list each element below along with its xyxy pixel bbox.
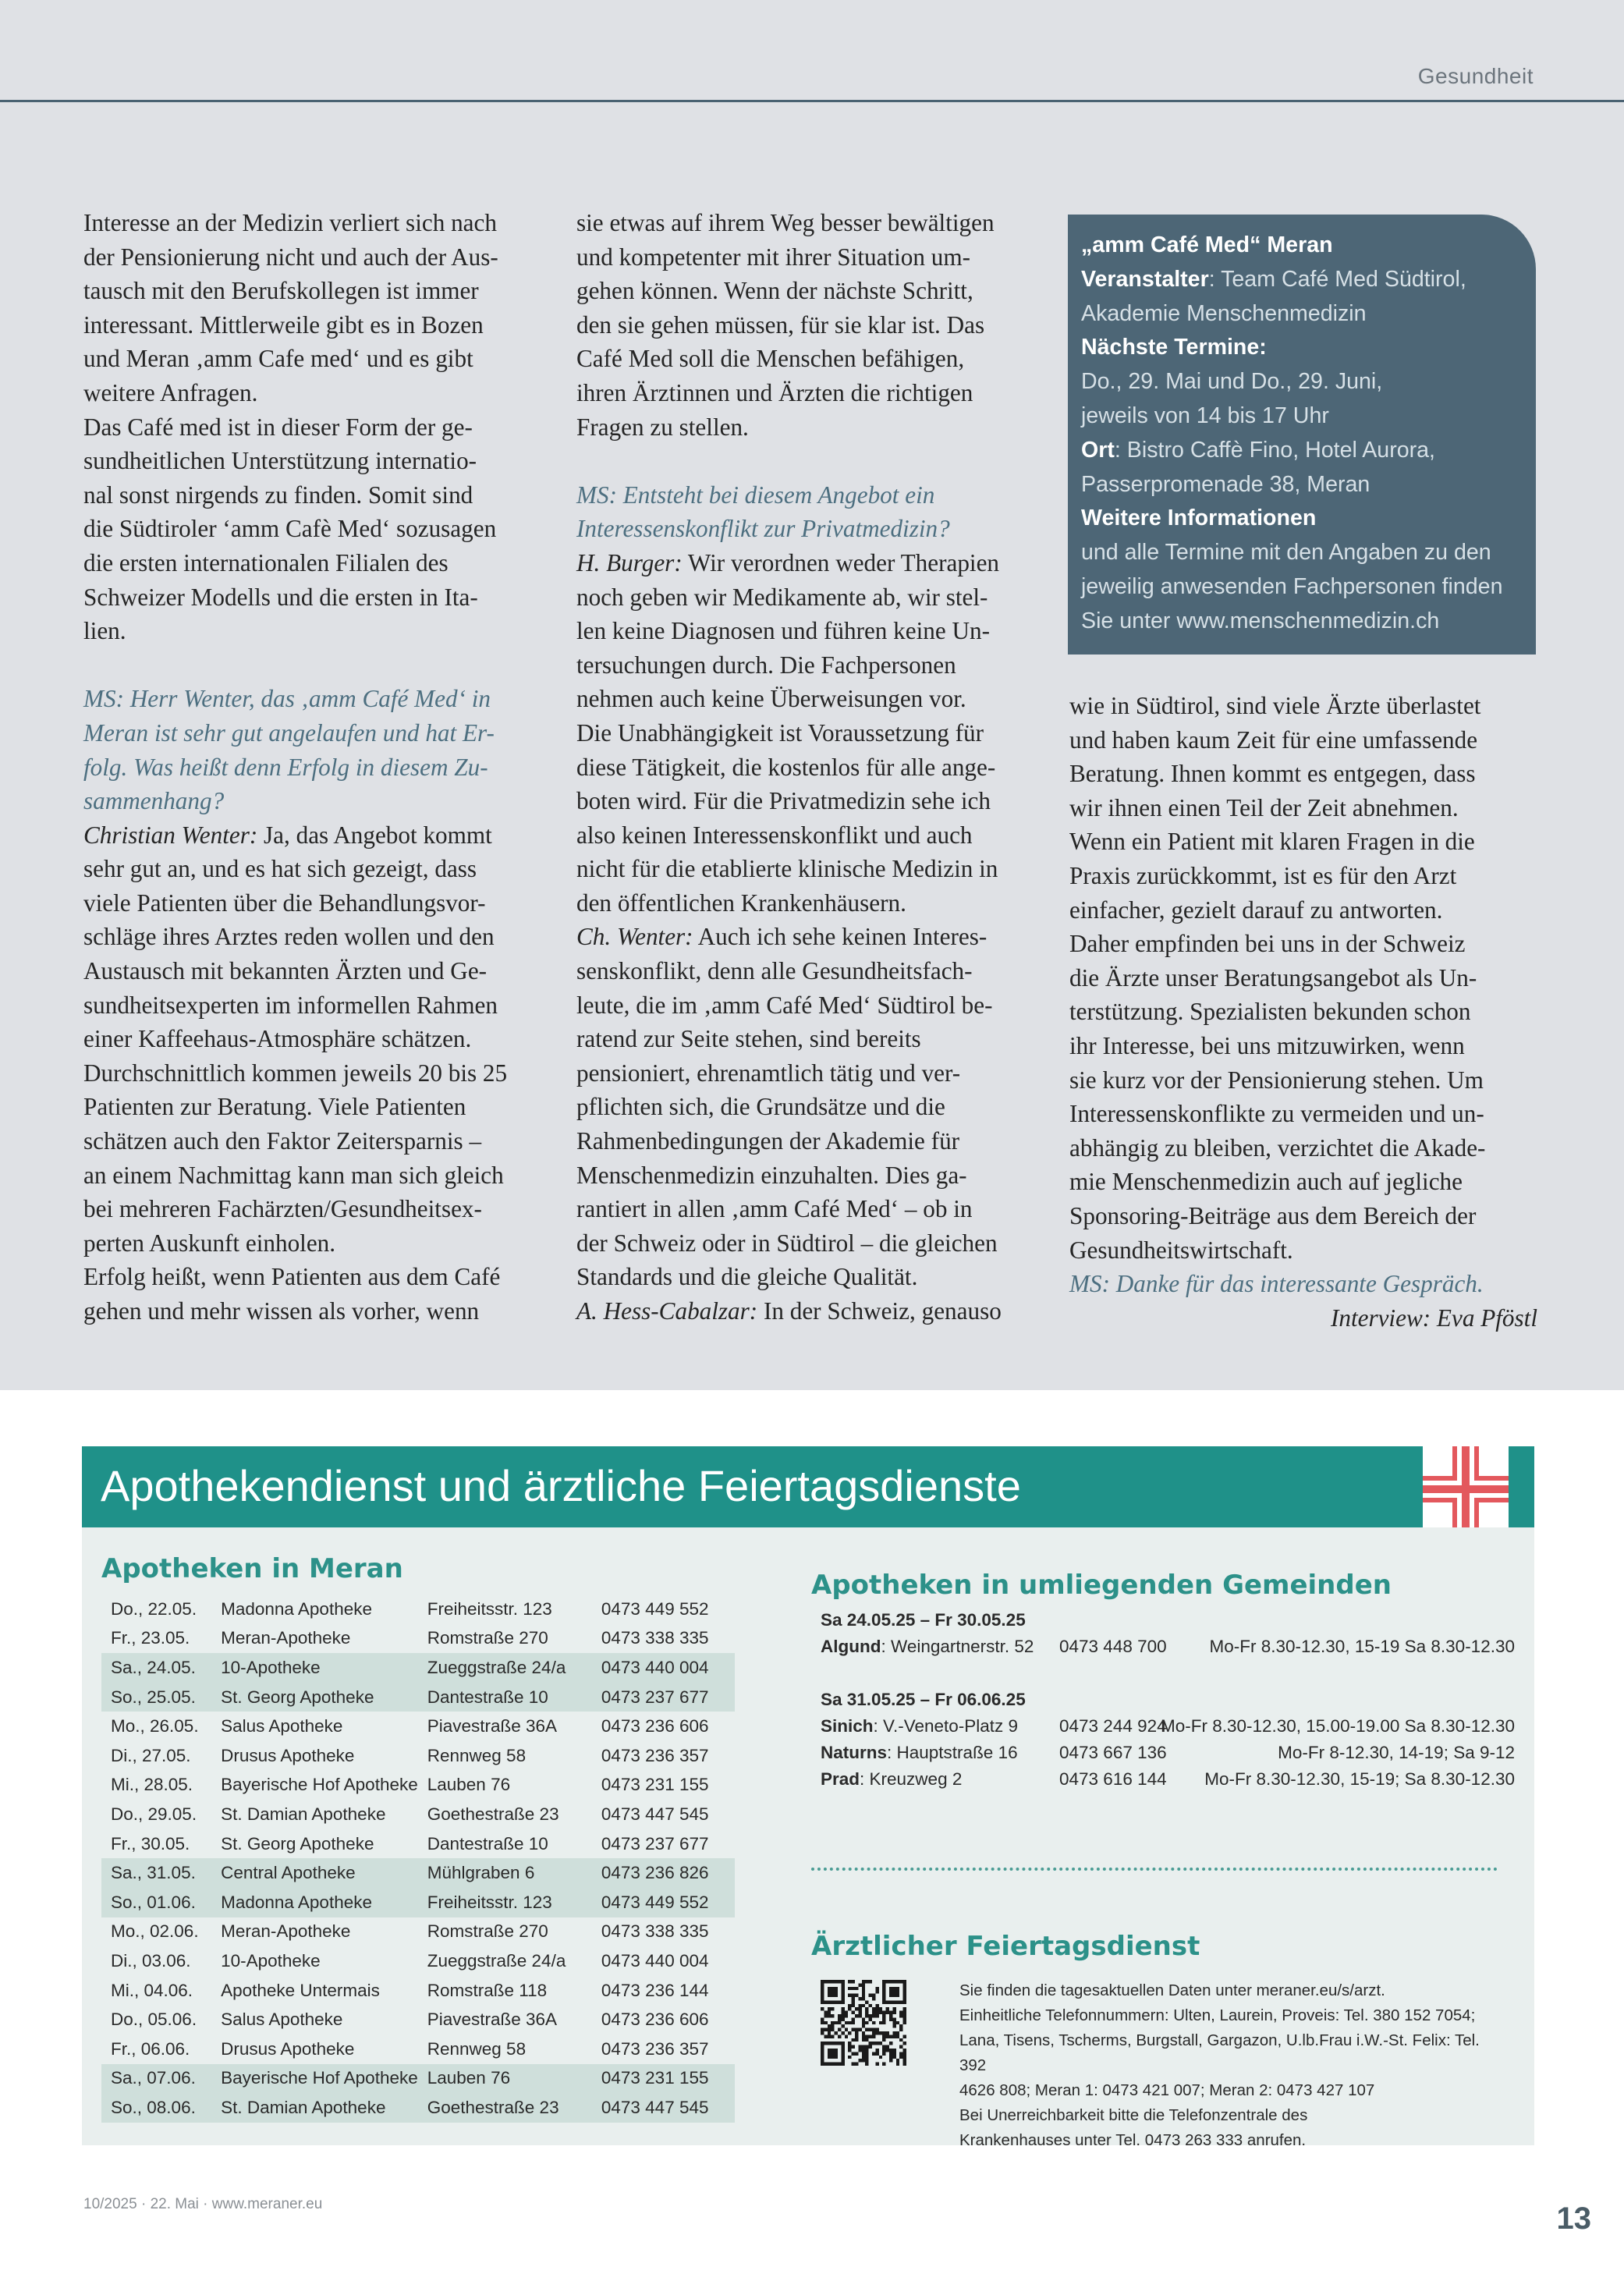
- pharmacy-cell: St. Damian Apotheke: [211, 2093, 418, 2123]
- address-cell: Piavestraße 36A: [427, 1716, 558, 1736]
- text-line: gehen und mehr wissen als vorher, wenn: [83, 1297, 480, 1325]
- text-line: ratend zur Seite stehen, sind bereits: [576, 1025, 921, 1053]
- qr-code[interactable]: [821, 1980, 906, 2066]
- phone-cell: 0473 449 552: [592, 1888, 735, 1917]
- date-cell: Sa., 24.05.: [101, 1653, 211, 1683]
- pharmacy-cell: St. Georg Apotheke: [221, 1833, 374, 1854]
- text-line: Rahmenbedingungen der Akademie für: [576, 1127, 960, 1155]
- text-line: Bei Unerreichbarkeit bitte die Telefonzentrale des: [959, 2106, 1308, 2124]
- meran-heading: Apotheken in Meran: [101, 1553, 403, 1584]
- text-line: perten Auskunft einholen.: [83, 1229, 336, 1257]
- answer: [83, 852, 548, 1328]
- address-cell: Zueggstraße 24/a: [418, 1653, 592, 1683]
- text-line: Erfolg heißt, wenn Patienten aus dem Café: [83, 1263, 501, 1291]
- text-line: Standards und die gleiche Qualität.: [576, 1263, 918, 1291]
- text-line: Praxis zurückkommt, ist es für den Arzt: [1069, 861, 1457, 889]
- text-line: senskonflikt, denn alle Gesundheitsfach-: [576, 957, 973, 985]
- speaker-name: H. Burger:: [576, 548, 683, 576]
- text-line: MS: Herr Wenter, das ‚amm Café Med‘ in: [83, 685, 491, 713]
- text-line: boten wird. Für die Privatmedizin sehe ich: [576, 787, 991, 815]
- phone-cell: 0473 236 826: [592, 1858, 735, 1888]
- address-cell: Goethestraße 23: [427, 1804, 559, 1824]
- phone-cell: 0473 447 545: [601, 1804, 709, 1824]
- date-cell: Do., 05.06.: [111, 2010, 197, 2030]
- phone-cell: 0473 231 155: [601, 1775, 709, 1795]
- text-line: Interessenskonflikt zur Privatmedizin?: [576, 515, 950, 543]
- text-line: der Schweiz oder in Südtirol – die gleichen: [576, 1229, 998, 1257]
- closing-question: MS: Danke für das interessante Gespräch.: [1069, 1270, 1484, 1298]
- address-cell: Lauben 76: [427, 1775, 511, 1795]
- text-line: Meran ist sehr gut angelaufen und hat Er-: [83, 718, 495, 747]
- table-row: [101, 1771, 735, 1800]
- date-cell: So., 08.06.: [101, 2093, 211, 2123]
- period-label: Sa 31.05.25 – Fr 06.06.25: [821, 1690, 1026, 1709]
- table-row: [101, 1946, 735, 1976]
- text-line: schläge ihres Arztes reden wollen und den: [83, 923, 495, 951]
- phone-cell: 0473 236 357: [601, 1745, 709, 1765]
- address-cell: Rennweg 58: [427, 2038, 527, 2059]
- text-line: sehr gut an, und es hat sich gezeigt, dass: [83, 855, 477, 883]
- text-line: einer Kaffeehaus-Atmosphäre schätzen.: [83, 1025, 472, 1053]
- signature: Interview: Eva Pföstl: [1330, 1304, 1537, 1332]
- phone-cell: 0473 440 004: [601, 1950, 709, 1971]
- address-cell: Piavestraße 36A: [427, 2010, 558, 2030]
- address-cell: Romstraße 270: [427, 1921, 548, 1942]
- text-line: wie in Südtirol, sind viele Ärzte überlastet: [1069, 692, 1481, 719]
- date-cell: Sa., 07.06.: [101, 2064, 211, 2094]
- table-row: [101, 1858, 735, 1888]
- phone-cell: 0473 237 677: [601, 1833, 709, 1854]
- pharmacy-cell: 10-Apotheke: [211, 1653, 418, 1683]
- table-row: [101, 2005, 735, 2034]
- table-row: [101, 1888, 735, 1917]
- text-line: die Südtiroler ‘amm Cafè Med‘ sozusagen: [83, 515, 497, 543]
- text-line: Patienten zur Beratung. Viele Patienten: [83, 1093, 466, 1121]
- pharmacy-cell: Drusus Apotheke: [221, 1745, 355, 1765]
- text-line: Einheitliche Telefonnummern: Ulten, Laurein, Proveis: Tel. 380 152 7054;: [959, 2006, 1476, 2024]
- text-line: Die Unabhängigkeit ist Voraussetzung für: [576, 718, 984, 747]
- text-line: sammenhang?: [83, 787, 225, 815]
- page-number: 13: [1556, 2201, 1591, 2236]
- pharmacy-cell: Salus Apotheke: [221, 1716, 343, 1736]
- text-line: und haben kaum Zeit für eine umfassende: [1069, 725, 1478, 754]
- pharmacy-cell: St. Georg Apotheke: [211, 1683, 418, 1712]
- text-line: tausch mit den Berufskollegen ist immer: [83, 277, 479, 305]
- text-line: Schweizer Modells und die ersten in Ita-: [83, 583, 478, 611]
- text-line: pflichten sich, die Grundsätze und die: [576, 1093, 945, 1121]
- table-row: [101, 2034, 735, 2064]
- text-line: Fragen zu stellen.: [576, 413, 749, 441]
- phone-cell: 0473 447 545: [592, 2093, 735, 2123]
- list-item: Algund: Weingartnerstr. 52 0473 448 700 Mo-Fr 8.30-12.30, 15-19 Sa 8.30-12.30: [821, 1637, 1515, 1656]
- article-column-1: [83, 206, 548, 1329]
- text-line: Sponsoring-Beiträge aus dem Bereich der: [1069, 1201, 1477, 1229]
- text-line: einfacher, gezielt darauf zu antworten.: [1069, 896, 1443, 924]
- pharmacy-cell: Madonna Apotheke: [221, 1598, 372, 1619]
- text-line: Durchschnittlich kommen jeweils 20 bis 25: [83, 1059, 508, 1087]
- dotted-divider: [811, 1868, 1498, 1871]
- address-cell: Dantestraße 10: [418, 1683, 592, 1712]
- date-cell: Fr., 23.05.: [111, 1628, 190, 1648]
- answer-line: H. Burger: Wir verordnen weder Therapien: [576, 548, 1000, 576]
- address-cell: Rennweg 58: [427, 1745, 527, 1765]
- text-line: 4626 808; Meran 1: 0473 421 007; Meran 2: 0473 427 107: [959, 2081, 1375, 2099]
- text-line: der Pensionierung nicht und auch der Aus-: [83, 243, 498, 271]
- period-label: Sa 24.05.25 – Fr 30.05.25: [821, 1610, 1026, 1630]
- phone-cell: 0473 237 677: [592, 1683, 735, 1712]
- text-line: Menschenmedizin einzuhalten. Dies ga-: [576, 1161, 967, 1189]
- text-line: und Meran ‚amm Cafe med‘ und es gibt: [83, 345, 473, 373]
- table-row: [101, 1917, 735, 1947]
- date-cell: Sa., 31.05.: [101, 1858, 211, 1888]
- table-row: [101, 1829, 735, 1859]
- text-line: Daher empfinden bei uns in der Schweiz: [1069, 930, 1466, 958]
- text-line: weitere Anfragen.: [83, 378, 258, 406]
- address-cell: Romstraße 270: [427, 1628, 548, 1648]
- text-line: terstützung. Spezialisten bekunden schon: [1069, 998, 1471, 1026]
- pharmacy-cell: Central Apotheke: [211, 1858, 418, 1888]
- date-cell: Mo., 26.05.: [111, 1716, 199, 1736]
- table-row: [101, 1653, 735, 1683]
- text-line: tersuchungen durch. Die Fachpersonen: [576, 651, 956, 679]
- paragraph: [83, 206, 548, 648]
- text-line: Café Med soll die Menschen befähigen,: [576, 345, 965, 373]
- text-line: pensioniert, ehrenamtlich tätig und ver-: [576, 1059, 961, 1087]
- address-cell: Goethestraße 23: [418, 2093, 592, 2123]
- interview-question: [576, 478, 1041, 546]
- date-cell: Fr., 06.06.: [111, 2038, 190, 2059]
- feiertag-notice: [959, 1978, 1505, 2153]
- date-cell: So., 01.06.: [101, 1888, 211, 1917]
- speaker-name: Ch. Wenter:: [576, 923, 693, 951]
- answer-line: A. Hess-Cabalzar: In der Schweiz, genauso: [576, 1297, 1002, 1325]
- pharmacy-cell: Apotheke Untermais: [221, 1980, 380, 2000]
- date-cell: Mi., 28.05.: [111, 1775, 193, 1795]
- text-line: schätzen auch den Faktor Zeitersparnis –: [83, 1127, 482, 1155]
- date-cell: Do., 29.05.: [111, 1804, 197, 1824]
- address-cell: Lauben 76: [418, 2064, 592, 2094]
- table-row: [101, 2064, 735, 2094]
- text-line: und kompetenter mit ihrer Situation um-: [576, 243, 970, 271]
- phone-cell: 0473 236 606: [601, 1716, 709, 1736]
- text-line: die ersten internationalen Filialen des: [83, 548, 449, 576]
- pharmacy-cell: Salus Apotheke: [221, 2010, 343, 2030]
- text-line: len keine Diagnosen und führen keine Un-: [576, 617, 991, 645]
- info-title: „amm Café Med“ Meran: [1081, 232, 1333, 257]
- answer-line: Ch. Wenter: Auch ich sehe keinen Interes-: [576, 923, 988, 951]
- text-line: Beratung. Ihnen kommt es entgegen, dass: [1069, 760, 1476, 788]
- pharmacy-cell: Meran-Apotheke: [221, 1921, 351, 1942]
- pharmacy-cell: Madonna Apotheke: [211, 1888, 418, 1917]
- text-line: den öffentlichen Krankenhäusern.: [576, 889, 906, 917]
- paragraph: [576, 206, 1041, 444]
- text-line: Wenn ein Patient mit klaren Fragen in die: [1069, 828, 1475, 856]
- pharmacy-cell: St. Damian Apotheke: [221, 1804, 386, 1824]
- pharmacy-cell: Meran-Apotheke: [221, 1628, 351, 1648]
- text-line: MS: Entsteht bei diesem Angebot ein: [576, 481, 935, 509]
- text-line: diese Tätigkeit, die kostenlos für alle ange-: [576, 753, 996, 781]
- feiertag-heading: Ärztlicher Feiertagsdienst: [811, 1931, 1200, 1962]
- table-row: [101, 1683, 735, 1712]
- info-link[interactable]: Sie unter www.menschenmedizin.ch: [1081, 608, 1440, 633]
- text-line: Interesse an der Medizin verliert sich nach: [83, 209, 497, 236]
- text-line: nicht für die etablierte klinische Medizin in: [576, 855, 998, 883]
- text-line: Interessenskonflikte zu vermeiden und un-: [1069, 1100, 1484, 1128]
- table-row: [101, 1624, 735, 1654]
- text-line: nal sonst nirgends zu finden. Somit sind: [83, 481, 473, 509]
- phone-cell: 0473 236 606: [601, 2010, 709, 2030]
- text-line: viele Patienten über die Behandlungsvor-: [83, 889, 486, 917]
- date-cell: Mi., 04.06.: [111, 1980, 193, 2000]
- text-line: Das Café med ist in dieser Form der ge-: [83, 413, 473, 441]
- address-cell: Zueggstraße 24/a: [427, 1950, 566, 1971]
- article-column-2: [576, 206, 1041, 1329]
- phone-cell: 0473 338 335: [601, 1628, 709, 1648]
- pharmacy-cell: Drusus Apotheke: [221, 2038, 355, 2059]
- text-line: folg. Was heißt denn Erfolg in diesem Zu-: [83, 753, 488, 781]
- text-line: sie etwas auf ihrem Weg besser bewältigen: [576, 209, 995, 236]
- pharmacy-table: [101, 1595, 735, 2123]
- list-item: Sinich: V.-Veneto-Platz 9 0473 244 924 Mo-Fr 8.30-12.30, 15.00-19.00 Sa 8.30-12.30: [821, 1716, 1515, 1736]
- text-line: mie Menschenmedizin auch auf jegliche: [1069, 1168, 1463, 1196]
- phone-cell: 0473 236 144: [601, 1980, 709, 2000]
- text-line: Austausch mit bekannten Ärzten und Ge-: [83, 957, 488, 985]
- service-banner: [82, 1446, 1534, 1527]
- date-cell: Fr., 30.05.: [111, 1833, 190, 1854]
- table-row: [101, 1800, 735, 1829]
- date-cell: So., 25.05.: [101, 1683, 211, 1712]
- text-line: lien.: [83, 617, 126, 645]
- text-line: gehen können. Wenn der nächste Schritt,: [576, 277, 973, 305]
- phone-cell: 0473 231 155: [592, 2064, 735, 2094]
- text-line: bei mehreren Fachärzten/Gesundheitsex-: [83, 1195, 482, 1223]
- date-cell: Di., 27.05.: [111, 1745, 191, 1765]
- speaker-name: A. Hess-Cabalzar:: [576, 1297, 758, 1325]
- text-line: Lana, Tisens, Tscherms, Burgstall, Gargazon, U.lb.Frau i.W.-St. Felix: Tel. 392: [959, 2031, 1480, 2074]
- date-cell: Mo., 02.06.: [111, 1921, 199, 1942]
- phone-cell: 0473 440 004: [592, 1653, 735, 1683]
- table-row: [101, 2093, 735, 2123]
- paragraph: [1069, 689, 1537, 1267]
- phone-cell: 0473 236 357: [601, 2038, 709, 2059]
- text-line: wir ihnen einen Teil der Zeit abnehmen.: [1069, 793, 1459, 821]
- table-row: [101, 1976, 735, 2006]
- gemeinden-heading: Apotheken in umliegenden Gemeinden: [811, 1570, 1392, 1601]
- table-row: [101, 1595, 735, 1624]
- text-line: Gesundheitswirtschaft.: [1069, 1236, 1293, 1264]
- phone-cell: 0473 449 552: [601, 1598, 709, 1619]
- answer-line: Christian Wenter: Ja, das Angebot kommt: [83, 821, 492, 849]
- text-line: an einem Nachmittag kann man sich gleich: [83, 1161, 504, 1189]
- answer: [576, 954, 1041, 1294]
- article-column-3: [1069, 689, 1537, 1335]
- text-line: Sie finden die tagesaktuellen Daten unter meraner.eu/s/arzt.: [959, 1981, 1385, 1999]
- table-row: [101, 1741, 735, 1771]
- text-line: sie kurz vor der Pensionierung stehen. Um: [1069, 1066, 1484, 1094]
- date-cell: Do., 22.05.: [111, 1598, 197, 1619]
- text-line: sundheitlichen Unterstützung internatio-: [83, 447, 477, 475]
- text-line: die Ärzte unser Beratungsangebot als Un-: [1069, 963, 1477, 992]
- text-line: abhängig zu bleiben, verzichtet die Akade-: [1069, 1133, 1486, 1162]
- interview-question: [83, 682, 548, 818]
- text-line: Krankenhauses unter Tel. 0473 263 333 anrufen.: [959, 2131, 1307, 2149]
- text-line: interessant. Mittlerweile gibt es in Bozen: [83, 310, 484, 339]
- list-item: Prad: Kreuzweg 2 0473 616 144 Mo-Fr 8.30-12.30, 15-19; Sa 8.30-12.30: [821, 1769, 1515, 1789]
- gemeinden-block: [821, 1607, 1515, 1793]
- address-cell: Freiheitsstr. 123: [418, 1888, 592, 1917]
- text-line: den sie gehen müssen, für sie klar ist. Das: [576, 310, 985, 339]
- answer: [576, 580, 1041, 921]
- table-row: [101, 1712, 735, 1741]
- section-label: Gesundheit: [1417, 64, 1534, 88]
- text-line: ihr Interesse, bei uns mitzuwirken, wenn: [1069, 1031, 1465, 1059]
- text-line: leute, die im ‚amm Café Med‘ Südtirol be-: [576, 991, 993, 1019]
- banner-title: Apothekendienst und ärztliche Feiertagsdienste: [101, 1461, 1021, 1510]
- address-cell: Mühlgraben 6: [418, 1858, 592, 1888]
- address-cell: Freiheitsstr. 123: [427, 1598, 552, 1619]
- text-line: rantiert in allen ‚amm Café Med‘ – ob in: [576, 1195, 973, 1223]
- list-item: Naturns: Hauptstraße 16 0473 667 136 Mo-Fr 8-12.30, 14-19; Sa 9-12: [821, 1743, 1515, 1762]
- pharmacy-cell: Bayerische Hof Apotheke: [211, 2064, 418, 2094]
- footer-issue: 10/2025 · 22. Mai · www.meraner.eu: [83, 2196, 323, 2212]
- text-line: sundheitsexperten im informellen Rahmen: [83, 991, 498, 1019]
- cross-icon: [1423, 1446, 1509, 1532]
- phone-cell: 0473 338 335: [601, 1921, 709, 1942]
- address-cell: Romstraße 118: [427, 1980, 548, 2000]
- header-rule: [0, 100, 1624, 102]
- pharmacy-cell: 10-Apotheke: [221, 1950, 321, 1971]
- event-info-box: „amm Café Med“ Meran Veranstalter: Team Café Med Südtirol, Akademie Menschenmedizin Nächste Termine: Do., 29. Mai und Do., 29. Juni, jeweils von 14 bis 17 Uhr Ort: Bistro Caffè Fino, Hotel Aurora, Passerpromenade 38, Meran Weitere Informationen und alle Termine mit den Angaben zu den jeweilig anwesenden Fachpersonen finden Sie unter www.menschenmedizin.ch: [1068, 215, 1536, 655]
- text-line: noch geben wir Medikamente ab, wir stel-: [576, 583, 988, 611]
- speaker-name: Christian Wenter:: [83, 821, 258, 849]
- text-line: nehmen auch keine Überweisungen vor.: [576, 685, 966, 713]
- text-line: also keinen Interessenskonflikt und auch: [576, 821, 973, 849]
- address-cell: Dantestraße 10: [427, 1833, 548, 1854]
- date-cell: Di., 03.06.: [111, 1950, 191, 1971]
- text-line: ihren Ärztinnen und Ärzten die richtigen: [576, 378, 973, 406]
- pharmacy-cell: Bayerische Hof Apotheke: [221, 1775, 418, 1795]
